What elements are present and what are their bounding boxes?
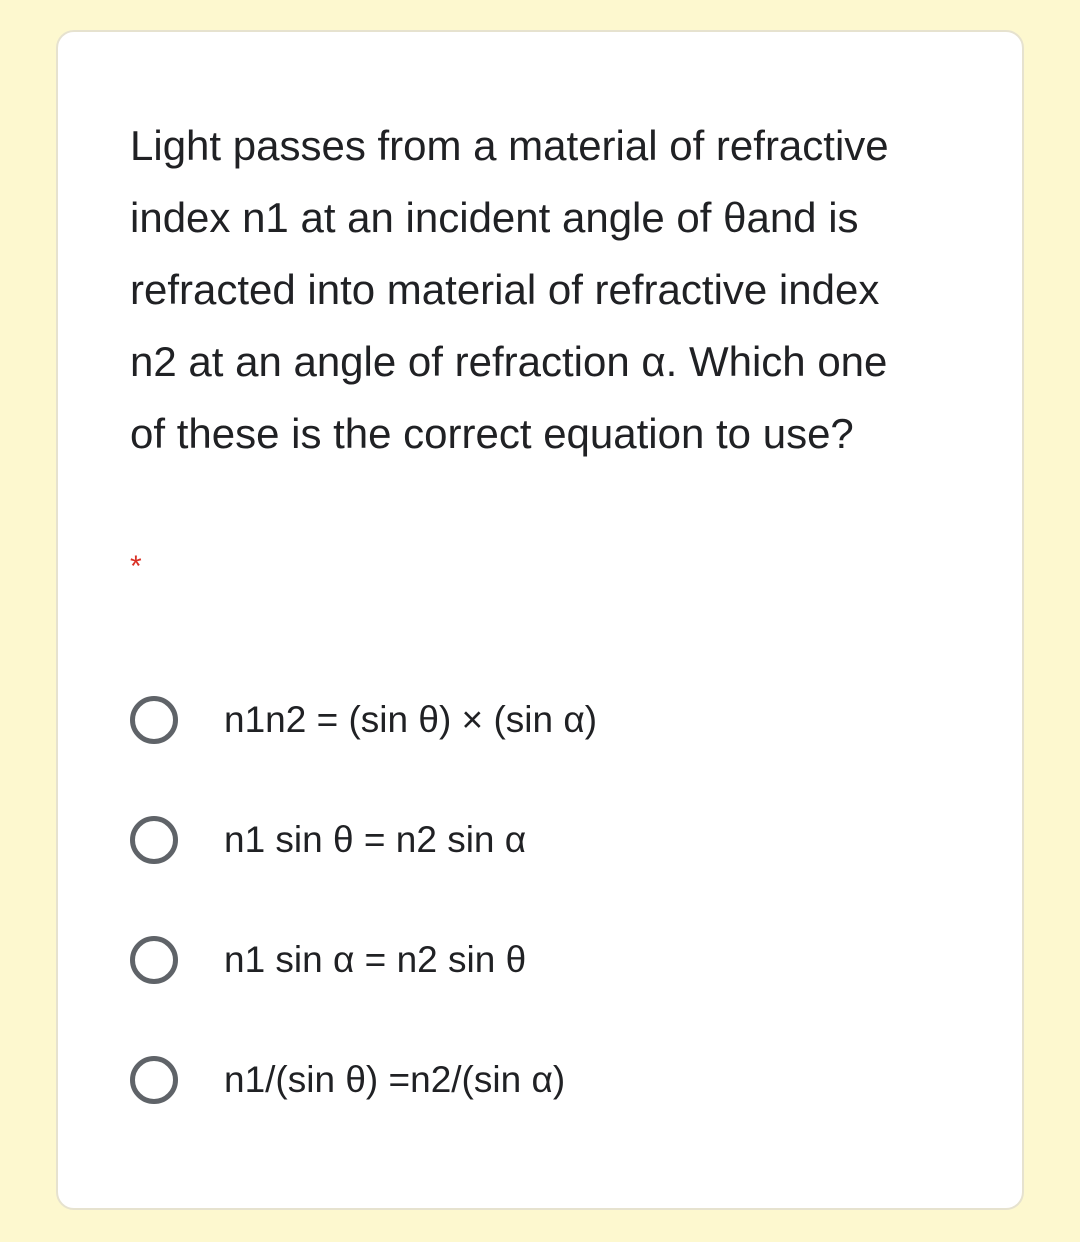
question-card [56,30,1024,1210]
question-text: Light passes from a material of refractive index n1 at an incident angle of θand is refracted into material of refractive index n2 at an angle of refraction α. Which one of these is the correct equation to use? [130,122,889,457]
radio-button-icon[interactable] [130,1056,178,1104]
radio-button-icon[interactable] [130,696,178,744]
option-radio-1[interactable] [130,690,597,750]
option-radio-3[interactable] [130,930,526,990]
required-asterisk: * [130,550,142,583]
radio-button-icon[interactable] [130,936,178,984]
option-label-1[interactable]: n1n2 = (sin θ) × (sin α) [224,699,598,740]
option-label-2[interactable]: n1 sin θ = n2 sin α [224,819,527,860]
option-radio-2[interactable] [130,810,526,870]
option-label-4[interactable]: n1/(sin θ) =n2/(sin α) [224,1059,566,1100]
option-label-3[interactable]: n1 sin α = n2 sin θ [224,939,527,980]
radio-button-icon[interactable] [130,816,178,864]
option-radio-4[interactable] [130,1050,565,1110]
